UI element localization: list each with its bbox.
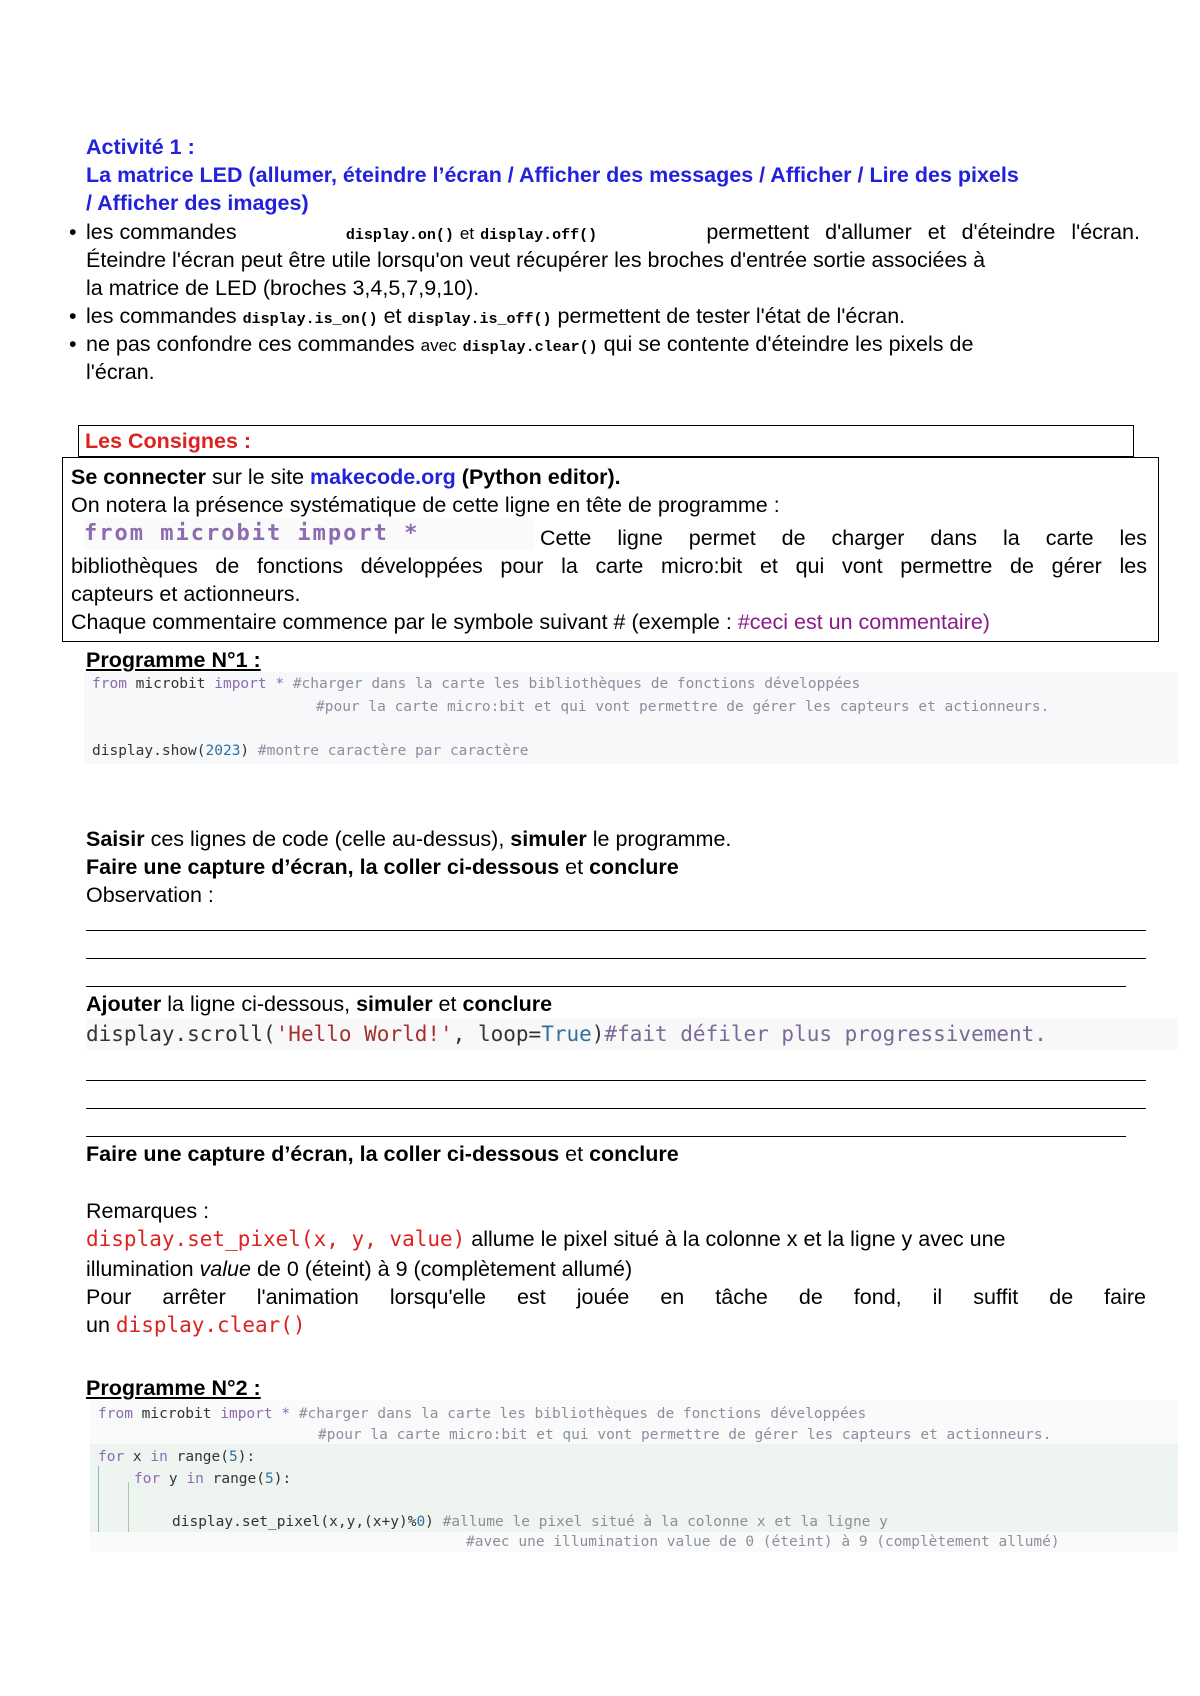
bullet-1-line2: Éteindre l'écran peut être utile lorsqu'on veut récupérer les broches d'entrée sortie associées à — [86, 248, 986, 272]
import-code-snippet: from microbit import * — [84, 518, 534, 550]
answer-line[interactable] — [86, 930, 1146, 931]
bullet-1-pre: les commandes — [86, 220, 237, 244]
remarques-line1-text: allume le pixel situé à la colonne x et la ligne y avec une — [471, 1227, 1006, 1251]
prog2-code-line5 — [172, 1514, 888, 1530]
prog2-code-line3 — [98, 1449, 255, 1465]
code-number: 5 — [264, 1471, 274, 1487]
prog1-code-line2 — [316, 699, 1049, 715]
kw-for: for — [98, 1449, 125, 1465]
prog2-code-block — [90, 1400, 1178, 1552]
simuler-rest: le programme. — [592, 827, 732, 851]
answer-line[interactable] — [86, 958, 1146, 959]
consignes-line6 — [71, 608, 990, 636]
consignes-line3: Cette ligne permet de charger dans la carte les — [540, 526, 1147, 550]
code-call: display.set_pixel(x,y,(x+y)% — [172, 1514, 417, 1530]
bullet-icon: • — [69, 332, 77, 356]
conclure-label: conclure — [462, 992, 553, 1016]
consignes-connect: Se connecter — [71, 465, 207, 489]
bullet-1-line3: la matrice de LED (broches 3,4,5,7,9,10). — [86, 276, 480, 300]
prog1-code-line1 — [92, 676, 860, 692]
kw-in: in — [186, 1471, 204, 1487]
bullet-2-pre: les commandes — [86, 304, 237, 328]
scroll-code-line — [86, 1018, 1178, 1050]
bullet-1-post: permettent d'allumer et d'éteindre l'écran. — [706, 220, 1140, 244]
code-comment: #pour la carte micro:bit et qui vont permettre de gérer les capteurs et actionneurs. — [316, 699, 1050, 715]
remarques-line2-text: de 0 (éteint) à 9 (complètement allumé) — [256, 1257, 633, 1281]
code-comment: #allume le pixel situé à la colonne x et la ligne y — [442, 1514, 888, 1530]
activity-title: Activité 1 : — [86, 135, 195, 159]
indent-guide — [128, 1482, 159, 1532]
bullet-2-code-is-on: display.is_on() — [242, 311, 378, 328]
bullet-3-avec: avec — [420, 336, 457, 355]
code-arg: , loop= — [452, 1022, 542, 1046]
answer-line[interactable] — [86, 986, 1126, 987]
answer-line[interactable] — [86, 1108, 1146, 1109]
import-star: * — [266, 676, 293, 692]
code-comment: #avec une illumination value de 0 (éteint) à 9 (complètement allumé) — [466, 1534, 1060, 1550]
activity-subtitle-line2: / Afficher des images) — [86, 191, 309, 215]
prog1-title: Programme N°1 : — [86, 648, 261, 672]
remarques-line1 — [86, 1225, 1146, 1253]
bullet-2-post: permettent de tester l'état de l'écran. — [557, 304, 906, 328]
loop-var: y — [160, 1471, 187, 1487]
bullet-2-code-is-off: display.is_off() — [407, 311, 552, 328]
code-call: display.show( — [92, 743, 206, 759]
bullet-1-code-off: display.off() — [480, 227, 598, 244]
set-pixel-code: display.set_pixel(x, y, value) — [86, 1227, 466, 1251]
code-paren: ) — [591, 1022, 605, 1046]
bullet-3-pre: ne pas confondre ces commandes — [86, 332, 415, 356]
consignes-line5: capteurs et actionneurs. — [71, 582, 301, 606]
remarques-line2 — [86, 1255, 1146, 1283]
bullet-icon: • — [69, 304, 77, 328]
observation-label: Observation : — [86, 883, 214, 907]
instr1-line1 — [86, 825, 1146, 853]
bullet-1-et: et — [459, 224, 475, 243]
consignes-site-label: sur le site — [212, 465, 305, 489]
saisir-rest: ces lignes de code (celle au-dessus), — [150, 827, 505, 851]
code-call: range( — [167, 1449, 229, 1465]
kw-import: import — [214, 676, 267, 692]
code-number: 2023 — [205, 743, 241, 759]
consignes-comment-desc: Chaque commentaire commence par le symbole suivant # (exemple : — [71, 610, 732, 634]
consignes-line2: On notera la présence systématique de cette ligne en tête de programme : — [71, 493, 780, 517]
kw-from: from — [98, 1406, 133, 1422]
loop-var: x — [124, 1449, 151, 1465]
un-label: un — [86, 1313, 110, 1337]
code-number: 0 — [416, 1514, 426, 1530]
code-comment: #fait défiler plus progressivement. — [604, 1022, 1047, 1046]
code-paren: ) — [240, 743, 258, 759]
code-comment: #pour la carte micro:bit et qui vont permettre de gérer les capteurs et actionneurs. — [318, 1427, 1052, 1443]
remarques-line4 — [86, 1311, 1146, 1339]
ajouter-rest: la ligne ci-dessous, — [167, 992, 351, 1016]
remarques-title: Remarques : — [86, 1199, 210, 1223]
capture-label: Faire une capture d’écran, la coller ci-dessous — [86, 855, 560, 879]
answer-line[interactable] — [86, 1136, 1126, 1137]
prog1-code-block — [84, 672, 1178, 764]
prog2-code-line1 — [98, 1406, 866, 1422]
code-paren: ): — [237, 1449, 256, 1465]
code-number: 5 — [228, 1449, 238, 1465]
consignes-line4: bibliothèques de fonctions développées pour la carte micro:bit et qui vont permettre de gérer les — [71, 554, 1147, 578]
instr2-capture-line — [86, 1140, 1146, 1168]
prog2-code-line2 — [318, 1427, 1051, 1443]
conclure-label: conclure — [589, 1142, 679, 1166]
kw-import: import — [220, 1406, 273, 1422]
consignes-header: Les Consignes : — [85, 429, 252, 453]
code-paren: ): — [273, 1471, 292, 1487]
bullet-1-code-on: display.on() — [345, 227, 454, 244]
kw-from: from — [92, 676, 127, 692]
code-paren: ) — [425, 1514, 443, 1530]
remarques-line3: Pour arrêter l'animation lorsqu'elle est jouée en tâche de fond, il suffit de faire — [86, 1285, 1146, 1309]
import-star: * — [272, 1406, 299, 1422]
indent-guide — [98, 1466, 129, 1532]
ajouter-label: Ajouter — [86, 992, 162, 1016]
makecode-link[interactable]: makecode.org — [310, 465, 456, 489]
python-editor-label: (Python editor). — [461, 465, 621, 489]
code-call: range( — [203, 1471, 265, 1487]
conclure-label: conclure — [589, 855, 679, 879]
instr1-line2 — [86, 853, 1146, 881]
consignes-comment-example: #ceci est un commentaire) — [737, 610, 990, 634]
bullet-icon: • — [69, 220, 77, 244]
code-comment: #charger dans la carte les bibliothèques de fonctions développées — [292, 676, 861, 692]
simuler-label: simuler — [510, 827, 587, 851]
prog2-title: Programme N°2 : — [86, 1376, 261, 1400]
illumination-label: illumination — [86, 1257, 194, 1281]
activity-subtitle-line1: La matrice LED (allumer, éteindre l’écran / Afficher des messages / Afficher / Lire des pixels — [86, 163, 1019, 187]
et-label: et — [438, 992, 457, 1016]
value-italic: value — [199, 1257, 251, 1281]
instr2-line1 — [86, 990, 1146, 1018]
module-name: microbit — [132, 1406, 221, 1422]
saisir-label: Saisir — [86, 827, 145, 851]
bullet-3-line2: l'écran. — [86, 360, 155, 384]
consignes-line1 — [71, 463, 621, 491]
code-comment: #charger dans la carte les bibliothèques de fonctions développées — [298, 1406, 867, 1422]
code-string: 'Hello World!' — [275, 1022, 453, 1046]
et-label: et — [565, 1142, 584, 1166]
answer-line[interactable] — [86, 1080, 1146, 1081]
code-call: display.scroll( — [86, 1022, 276, 1046]
et-label: et — [565, 855, 584, 879]
kw-for: for — [134, 1471, 161, 1487]
prog2-code-line4 — [134, 1471, 291, 1487]
prog1-code-line3 — [92, 743, 529, 759]
capture-label: Faire une capture d’écran, la coller ci-dessous — [86, 1142, 560, 1166]
kw-in: in — [150, 1449, 168, 1465]
bullet-3-code-clear: display.clear() — [462, 339, 598, 356]
simuler-label: simuler — [356, 992, 433, 1016]
module-name: microbit — [126, 676, 215, 692]
prog2-code-line6 — [466, 1534, 1060, 1550]
clear-code: display.clear() — [115, 1313, 306, 1337]
bullet-2-et: et — [383, 304, 402, 328]
code-bool: True — [541, 1022, 592, 1046]
bullet-3-post: qui se contente d'éteindre les pixels de — [603, 332, 974, 356]
code-comment: #montre caractère par caractère — [257, 743, 529, 759]
